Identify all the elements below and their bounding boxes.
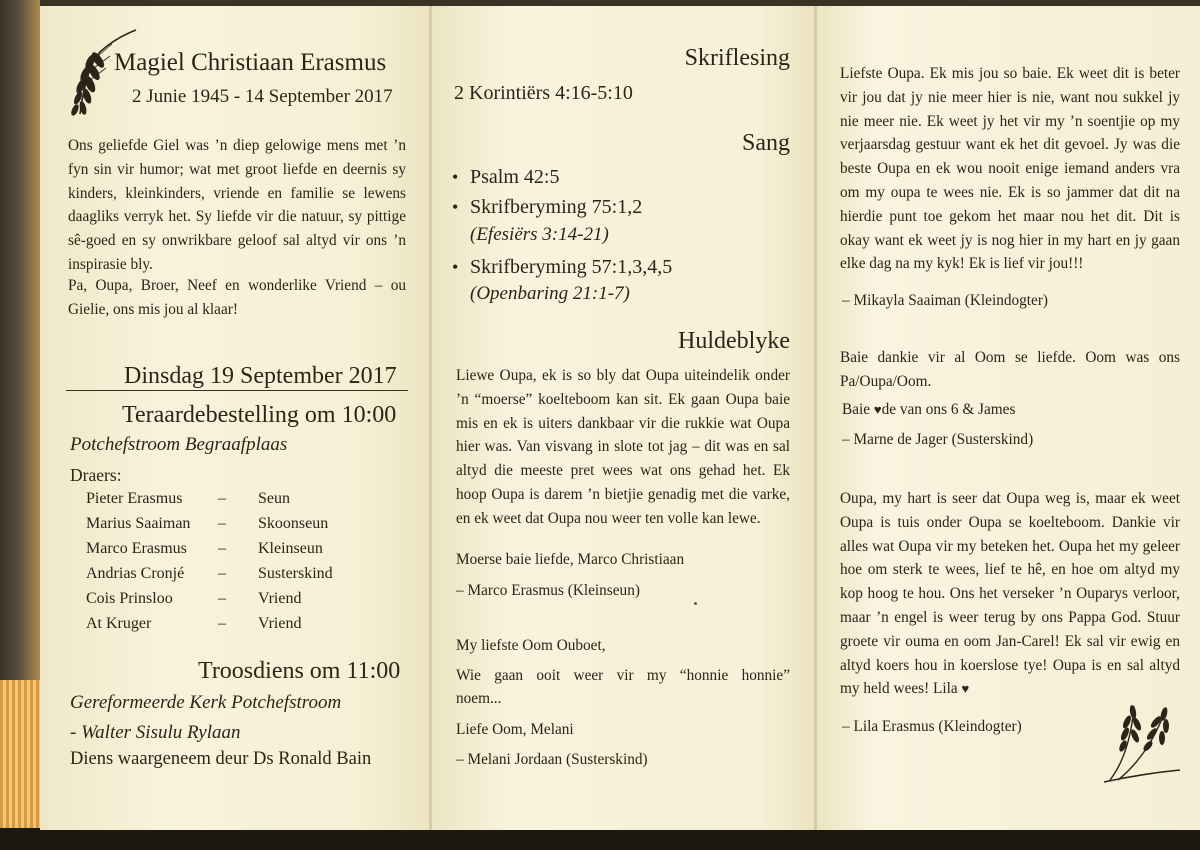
pallbearers-label: Draers:	[70, 465, 122, 485]
songs-heading: Sang	[742, 130, 790, 156]
tribute-marne-text: Baie dankie vir al Oom se liefde. Oom was ons Pa/Oupa/Oom.	[840, 349, 1180, 390]
officiating-minister: Diens waargeneem deur Ds Ronald Bain	[70, 749, 372, 769]
song-reference: (Efesiërs 3:14-21)	[470, 224, 609, 245]
pallbearer-role: Susterskind	[258, 565, 333, 582]
pallbearer-dash: –	[218, 565, 226, 582]
pallbearer-role: Vriend	[258, 615, 302, 632]
pallbearer-name: Cois Prinsloo	[86, 590, 173, 607]
pallbearer-name: Marco Erasmus	[86, 540, 187, 557]
tribute-melani-signature: – Melani Jordaan (Susterskind)	[456, 751, 648, 768]
tribute-melani-text-cont: noem...	[456, 690, 502, 707]
bullet-icon: •	[452, 167, 459, 187]
pallbearer-role: Kleinseun	[258, 540, 323, 557]
pallbearer-name: Pieter Erasmus	[86, 490, 183, 507]
church-street: - Walter Sisulu Rylaan	[70, 722, 241, 743]
life-dates: 2 Junie 1945 - 14 September 2017	[132, 86, 393, 107]
scripture-reading: 2 Korintiërs 4:16-5:10	[454, 82, 633, 104]
pallbearer-name: At Kruger	[86, 615, 152, 632]
tribute-melani-closing: Liefe Oom, Melani	[456, 721, 574, 738]
bottom-edge	[0, 828, 1200, 850]
heart-icon: ♥	[873, 402, 882, 417]
tribute-marne-signature: – Marne de Jager (Susterskind)	[842, 431, 1034, 448]
song-title: Psalm 42:5	[470, 166, 560, 188]
song-item	[452, 166, 559, 189]
song-title: Skrifberyming 57:1,3,4,5	[470, 256, 673, 278]
scripture-heading: Skriflesing	[684, 45, 790, 71]
pallbearer-role: Vriend	[258, 590, 302, 607]
service-date: Dinsdag 19 September 2017	[124, 363, 397, 389]
pallbearer-role: Skoonseun	[258, 515, 329, 532]
memorial-title: Troosdiens om 11:00	[198, 658, 401, 684]
tribute-marco-closing: Moerse baie liefde, Marco Christiaan	[456, 551, 685, 568]
pallbearer-dash: –	[218, 515, 226, 532]
song-item	[452, 256, 672, 279]
song-item	[452, 196, 642, 219]
pallbearer-name: Marius Saaiman	[86, 515, 191, 532]
fold-line-left	[429, 6, 432, 830]
pallbearer-dash: –	[218, 490, 226, 507]
paper-speck	[694, 602, 697, 605]
fold-line-right	[814, 6, 817, 830]
bullet-icon: •	[452, 197, 459, 217]
date-rule	[66, 390, 408, 391]
tributes-heading: Huldeblyke	[678, 328, 790, 354]
church-name: Gereformeerde Kerk Potchefstroom	[70, 692, 342, 713]
wheat-sheaf-icon	[1100, 694, 1184, 790]
love-post: de van ons 6 & James	[881, 401, 1016, 418]
bullet-icon: •	[452, 257, 459, 277]
tribute-melani-text: Wie gaan ooit weer vir my “honnie honnie”	[456, 667, 790, 684]
pallbearer-name: Andrias Cronjé	[86, 565, 185, 582]
tribute-mikayla-text: Liefste Oupa. Ek mis jou so baie. Ek weet dit is beter vir jou dat jy nie meer hier is nie, want nou sukkel jy nie meer nie. Ek weet jy het vir my ’n soentjie op my verjaarsdag gestuur want ek het dit gevoel. Jy was die beste Oupa en ek wou nooit enige iemand anders vra om my oupa te wees nie. Ek is so jammer dat dit na hierdie punt toe gekom het maar nou het dit. Dit is okay want ek weet jy is nog hier in my hart en jy gaan elke dag na my kyk! Ek is lief vir jou!!!	[840, 65, 1180, 273]
farewell-paragraph: Pa, Oupa, Broer, Neef en wonderlike Vriend – ou Gielie, ons mis jou al klaar!	[68, 277, 406, 318]
intro-paragraph: Ons geliefde Giel was ’n diep gelowige mens met ’n fyn sin vir humor; wat met groot liefde en deernis sy kinders, kleinkinders, vriende en familie se lewens daagliks verryk het. Sy liefde vir die natuur, sy pittige sê-goed en sy onwrikbare geloof sal altyd vir ons ’n inspirasie bly.	[68, 137, 406, 273]
pallbearer-role: Seun	[258, 490, 290, 507]
cemetery-name: Potchefstroom Begraafplaas	[70, 434, 288, 455]
deceased-name: Magiel Christiaan Erasmus	[114, 49, 387, 76]
tribute-lila-text	[840, 487, 1180, 701]
love-pre: Baie	[842, 401, 871, 418]
tribute-marne-love	[842, 401, 1015, 419]
burial-title: Teraardebestelling om 10:00	[122, 402, 397, 428]
tribute-marco-text: Liewe Oupa, ek is so bly dat Oupa uiteindelik onder ’n “moerse” koelteboom kan sit. Ek gaan Oupa baie mis en ek is uiters dankbaar vir die rukkie wat Oupa hier was. Van visvang in slote tot jag – dit was en sal altyd die meeste pret wees wat ons gehad het. Ek hoop Oupa is darem ’n bietjie genadig met die varke, en ek weet dat Oupa nou weer ten volle kan lewe.	[456, 367, 790, 527]
tribute-lila-signature: – Lila Erasmus (Kleindogter)	[842, 718, 1022, 735]
pallbearer-dash: –	[218, 590, 226, 607]
heart-icon: ♥	[961, 681, 970, 697]
pallbearer-dash: –	[218, 540, 226, 557]
song-reference: (Openbaring 21:1-7)	[470, 283, 630, 304]
tribute-melani-greeting: My liefste Oom Ouboet,	[456, 637, 606, 654]
tribute-mikayla-signature: – Mikayla Saaiman (Kleindogter)	[842, 292, 1049, 309]
tribute-lila-body: Oupa, my hart is seer dat Oupa weg is, maar ek weet Oupa is tuis onder Oupa se koelteboom. Dankie vir alles wat Oupa vir my beteken het. Oupa het my geleer hoe om sterk te wees, lief te hê, en hoe om altyd my kop hoog te hou. Ons het verseker ’n Ouparys verloor, maar ’n engel is weer terug by ons Pappa God. Stuur groete vir ouma en oom Jan-Carel! Ek sal vir ewig en altyd koers hou in koerslose tye! Oupa is en sal altyd my held wees! Lila	[840, 490, 1180, 698]
song-title: Skrifberyming 75:1,2	[470, 196, 643, 218]
tribute-marco-signature: – Marco Erasmus (Kleinseun)	[456, 582, 640, 599]
pallbearer-dash: –	[218, 615, 226, 632]
